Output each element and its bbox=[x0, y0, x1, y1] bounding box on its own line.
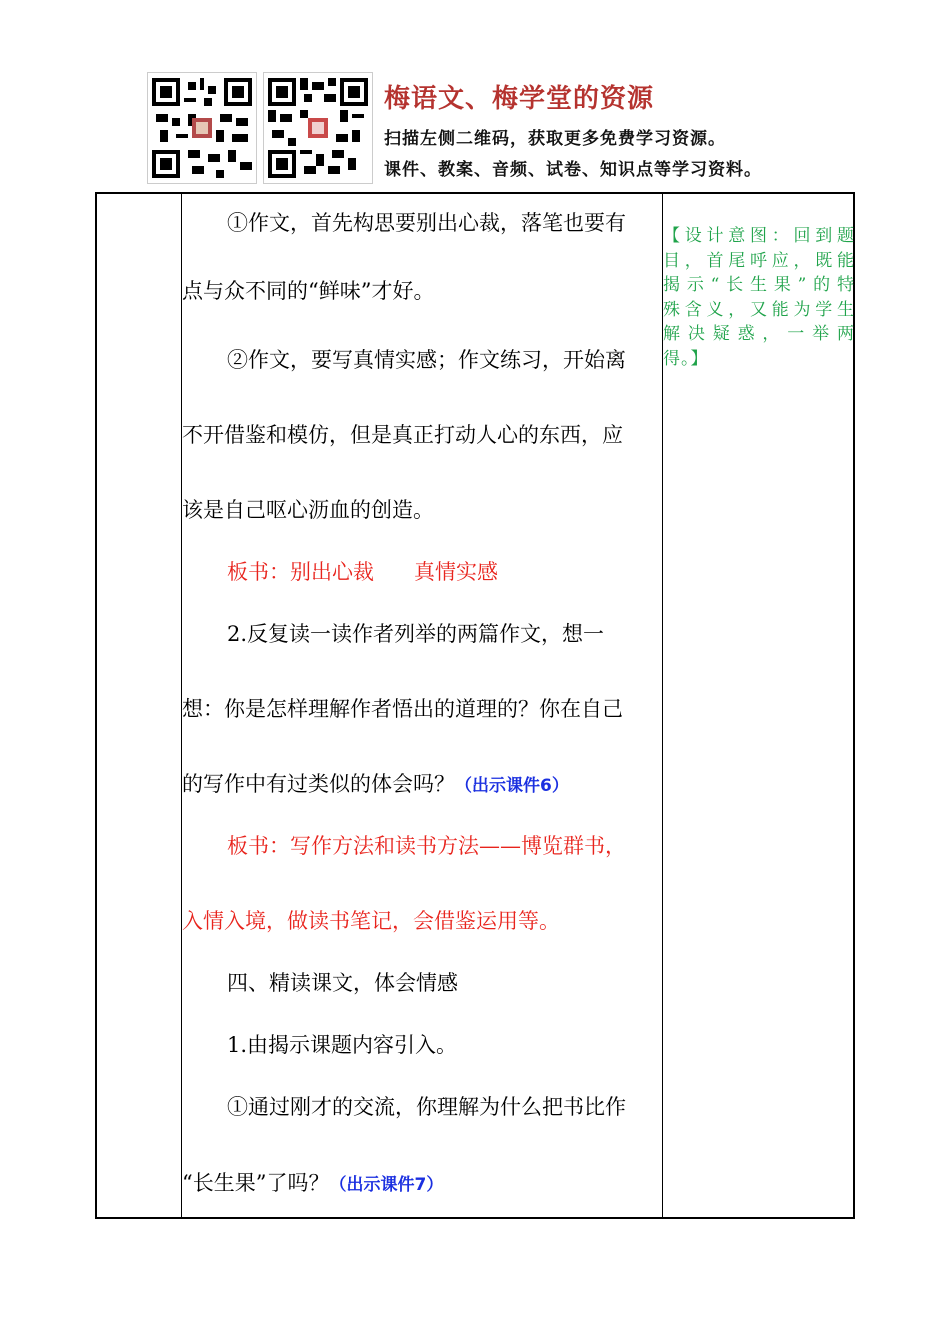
paragraph-5b bbox=[182, 1146, 660, 1222]
qr-code-left-icon bbox=[152, 77, 252, 179]
paragraph-5a: ①通过刚才的交流，你理解为什么把书比作 bbox=[227, 1095, 626, 1119]
design-intent-note bbox=[663, 224, 855, 372]
qr-code-right bbox=[263, 72, 373, 184]
paragraph-4: 1.由揭示课题内容引入。 bbox=[227, 1033, 458, 1057]
design-note-line: 目，首尾呼应，既能 bbox=[663, 250, 855, 271]
courseware-note-6: （出示课件6） bbox=[455, 776, 569, 796]
courseware-note-7: （出示课件7） bbox=[329, 1175, 444, 1195]
design-note-line: 解决疑惑，一举两 bbox=[663, 324, 855, 345]
paragraph-3c-text: 的写作中有过类似的体会吗？ bbox=[182, 772, 455, 796]
paragraph-3a: 2.反复读一读作者列举的两篇作文，想一 bbox=[227, 622, 605, 646]
paragraph-2b: 不开借鉴和模仿，但是真正打动人心的东西，应 bbox=[182, 423, 623, 447]
paragraph-2c: 该是自己呕心沥血的创造。 bbox=[182, 498, 434, 522]
brand-subtitle-2: 课件、教案、音频、试卷、知识点等学习资料。 bbox=[384, 160, 762, 180]
design-note-line: 殊含义，又能为学生 bbox=[663, 299, 855, 320]
design-note-line: 揭示“长生果”的特 bbox=[663, 275, 855, 296]
qr-code-left bbox=[147, 72, 257, 184]
brand-subtitle-1: 扫描左侧二维码，获取更多免费学习资源。 bbox=[384, 129, 726, 149]
paragraph-1a: ①作文，首先构思要别出心裁，落笔也要有 bbox=[227, 211, 626, 235]
design-note-line: 得。】 bbox=[663, 348, 709, 369]
paragraph-5b-text: “长生果”了吗？ bbox=[182, 1171, 330, 1195]
design-note-line: 【设计意图：回到题 bbox=[663, 226, 855, 246]
paragraph-2a: ②作文，要写真情实感；作文练习，开始离 bbox=[227, 348, 626, 372]
brand-title: 梅语文、梅学堂的资源 bbox=[384, 84, 655, 114]
board-note-2a: 板书：写作方法和读书方法——博览群书， bbox=[227, 834, 626, 858]
qr-code-right-icon bbox=[268, 77, 368, 179]
board-note-2b: 入情入境，做读书笔记，会借鉴运用等。 bbox=[182, 909, 560, 933]
paragraph-1b: 点与众不同的“鲜味”才好。 bbox=[182, 279, 435, 303]
board-note-1: 板书：别出心裁 真情实感 bbox=[227, 560, 499, 584]
paragraph-3b: 想：你是怎样理解作者悟出的道理的？你在自己 bbox=[182, 697, 623, 721]
section-4-heading: 四、精读课文，体会情感 bbox=[227, 971, 458, 995]
